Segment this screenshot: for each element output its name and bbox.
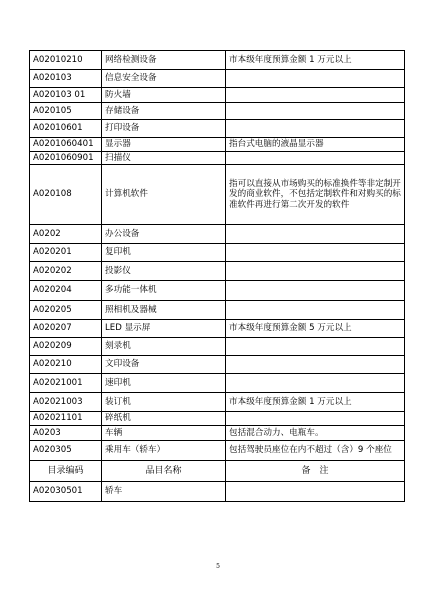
table-row [30,320,405,338]
cell-name: 存储设备 [102,103,226,120]
cell-code: A0201060901 [30,152,102,165]
table-row [30,51,405,70]
cell-note [226,338,405,356]
cell-note: 指台式电脑的液晶显示器 [226,138,405,152]
cell-note [226,301,405,320]
cell-name: 网络检测设备 [102,51,226,70]
cell-name: 显示器 [102,138,226,152]
table-row [30,165,405,225]
cell-name: 办公设备 [102,225,226,244]
cell-code: A020204 [30,281,102,301]
cell-name: 多功能一体机 [102,281,226,301]
cell-code: A020201 [30,244,102,262]
cell-code: A02030501 [30,482,102,502]
cell-code: A020205 [30,301,102,320]
cell-code: A0201060401 [30,138,102,152]
cell-code: A020103 01 [30,88,102,103]
cell-note [226,244,405,262]
table-row [30,412,405,426]
cell-note [226,412,405,426]
cell-code: A0203 [30,426,102,441]
cell-note: 包括混合动力、电瓶车。 [226,426,405,441]
cell-name: 文印设备 [102,356,226,374]
cell-name: 扫描仪 [102,152,226,165]
cell-name: 装订机 [102,393,226,412]
cell-code: A020207 [30,320,102,338]
cell-note: 指可以直接从市场购买的标准换件等非定制开发的商业软件，不包括定制软件和对购买的标准软件再进行第二次开发的软件 [226,165,405,225]
cell-name: 碎纸机 [102,412,226,426]
table-row [30,152,405,165]
table-row [30,374,405,393]
cell-note: 市本级年度预算金额 1 万元以上 [226,51,405,70]
cell-name: 刻录机 [102,338,226,356]
cell-name: 轿车 [102,482,226,502]
cell-name: 防火墙 [102,88,226,103]
table-row [30,426,405,441]
catalog-table [29,50,405,502]
cell-name: 照相机及器械 [102,301,226,320]
cell-note [226,374,405,393]
cell-code: A02021001 [30,374,102,393]
cell-name: 投影仪 [102,262,226,281]
cell-note: 市本级年度预算金额 1 万元以上 [226,393,405,412]
cell-code: A020202 [30,262,102,281]
cell-code: A020305 [30,441,102,461]
table-row [30,262,405,281]
table-row [30,356,405,374]
table-row [30,225,405,244]
cell-name: 速印机 [102,374,226,393]
header-code: 目录编码 [30,461,102,482]
table-header-row [30,461,405,482]
table-row [30,281,405,301]
cell-note: 包括驾驶员座位在内不超过（含）9 个座位 [226,441,405,461]
cell-code: A02021101 [30,412,102,426]
cell-name: 信息安全设备 [102,70,226,88]
cell-name: 复印机 [102,244,226,262]
cell-name: 计算机软件 [102,165,226,225]
cell-code: A020105 [30,103,102,120]
cell-code: A02010601 [30,120,102,138]
cell-name: 乘用车（轿车） [102,441,226,461]
table-row [30,70,405,88]
table-row [30,244,405,262]
cell-note [226,152,405,165]
cell-note [226,70,405,88]
cell-note [226,262,405,281]
header-name: 品目名称 [102,461,226,482]
cell-code: A02021003 [30,393,102,412]
cell-code: A02010210 [30,51,102,70]
cell-code: A020103 [30,70,102,88]
table-row [30,138,405,152]
cell-note [226,120,405,138]
table-row [30,88,405,103]
cell-note [226,482,405,502]
cell-note [226,103,405,120]
cell-note [226,88,405,103]
header-note: 备 注 [226,461,405,482]
page-number: 5 [216,563,220,570]
table-row [30,103,405,120]
cell-name: 车辆 [102,426,226,441]
cell-code: A0202 [30,225,102,244]
cell-code: A020209 [30,338,102,356]
table-row [30,482,405,502]
cell-note [226,356,405,374]
cell-note [226,225,405,244]
table-row [30,120,405,138]
cell-name: 打印设备 [102,120,226,138]
table-row [30,441,405,461]
table-row [30,338,405,356]
cell-note [226,281,405,301]
table-row [30,393,405,412]
cell-code: A020108 [30,165,102,225]
cell-name: LED 显示屏 [102,320,226,338]
cell-note: 市本级年度预算金额 5 万元以上 [226,320,405,338]
cell-code: A020210 [30,356,102,374]
table-row [30,301,405,320]
